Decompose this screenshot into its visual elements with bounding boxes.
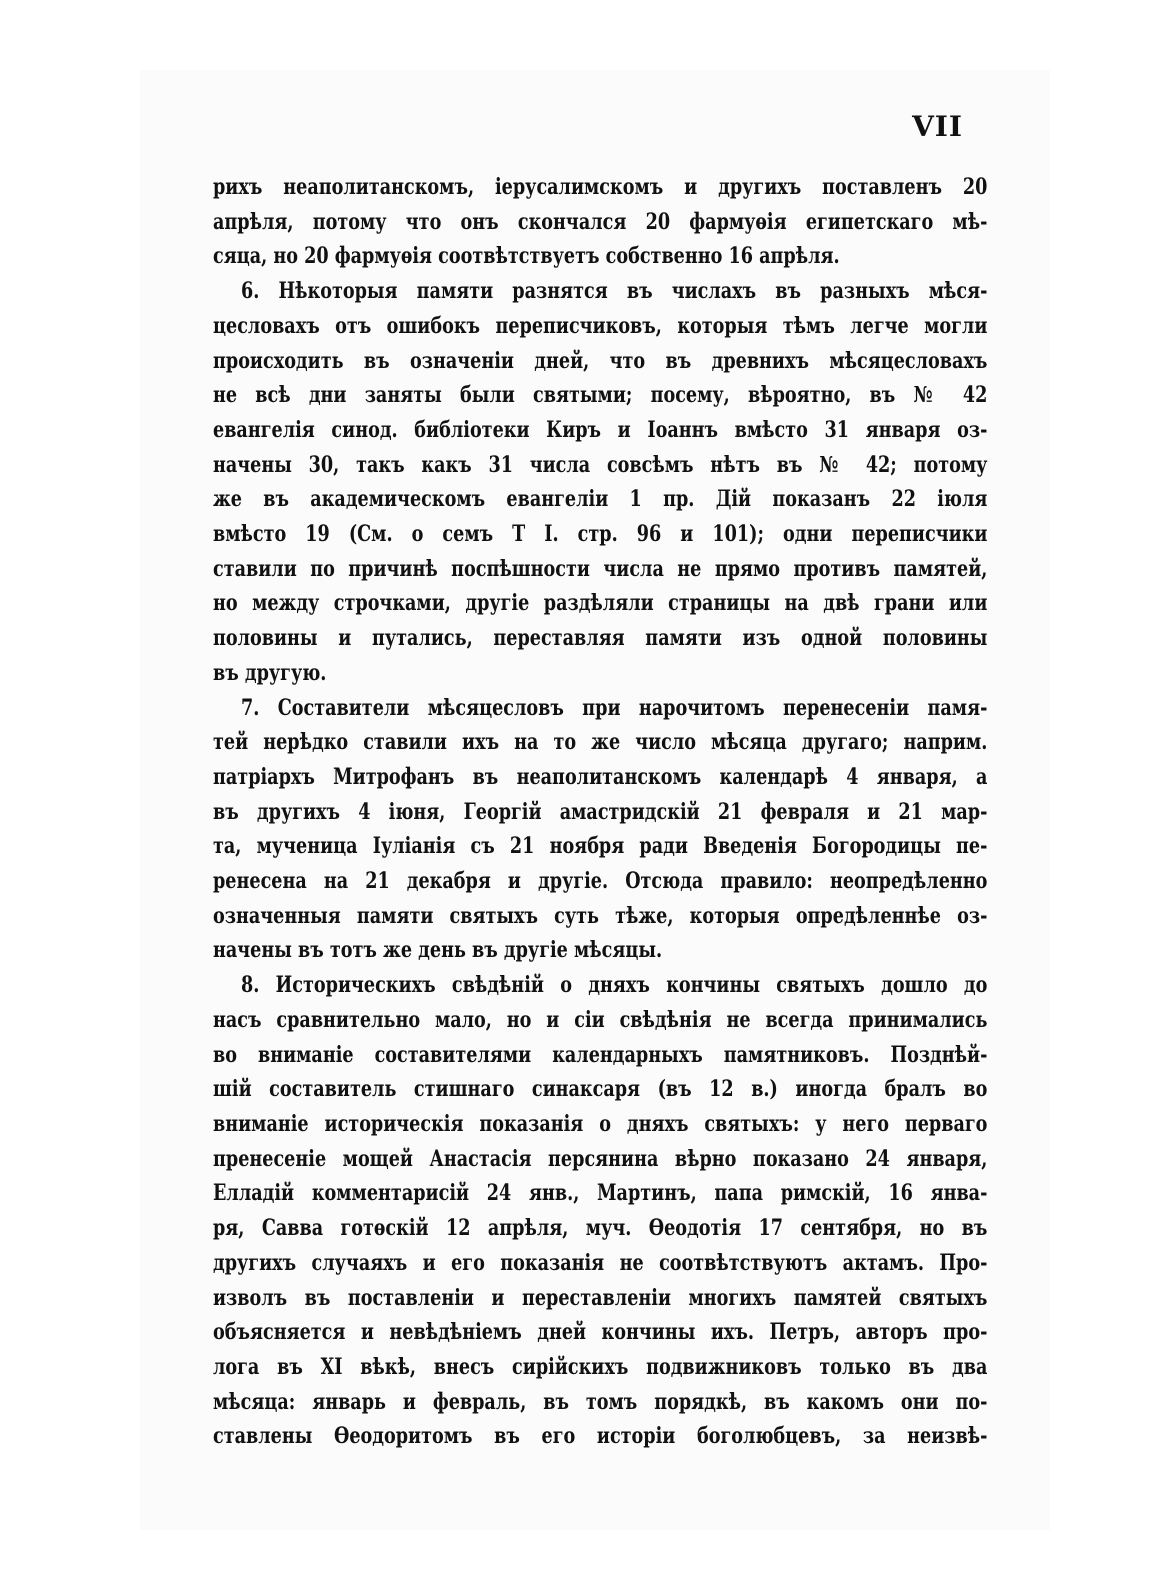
- text-line: цесловахъ отъ ошибокъ переписчиковъ, которыя тѣмъ легче могли: [213, 312, 988, 339]
- text-line: во вниманіе составителями календарныхъ памятниковъ. Позднѣй-: [213, 1041, 988, 1068]
- text-line: вмѣсто 19 (См. о семъ Т І. стр. 96 и 101); одни переписчики: [213, 521, 988, 548]
- text-line: изволъ въ поставленіи и переставленіи многихъ памятей святыхъ: [213, 1284, 988, 1311]
- text-line: патріархъ Митрофанъ въ неаполитанскомъ календарѣ 4 января, а: [213, 763, 988, 790]
- paragraph-first-line: 6. Нѣкоторыя памяти разнятся въ числахъ въ разныхъ мѣся-: [241, 278, 988, 305]
- text-line: лога въ XI вѣкѣ, внесъ сирійскихъ подвижниковъ только въ два: [213, 1353, 988, 1380]
- text-line: пренесеніе мощей Анастасія персянина вѣрно показано 24 января,: [213, 1145, 988, 1172]
- text-line: апрѣля, потому что онъ скончался 20 фармуѳія египетскаго мѣ-: [213, 208, 988, 235]
- text-line: но между строчками, другіе раздѣляли страницы на двѣ грани или: [213, 590, 988, 617]
- text-line: сяца, но 20 фармуѳія соотвѣтствуетъ собственно 16 апрѣля.: [213, 243, 840, 270]
- body-text: [213, 170, 988, 1454]
- paragraph-first-line: 8. Историческихъ свѣдѣній о дняхъ кончины святыхъ дошло до: [241, 972, 988, 999]
- text-line: ставлены Ѳеодоритомъ въ его исторіи боголюбцевъ, за неизвѣ-: [213, 1423, 988, 1450]
- text-line: означенныя памяти святыхъ суть тѣже, которыя опредѣленнѣе оз-: [213, 902, 988, 929]
- text-line: ря, Савва готѳскій 12 апрѣля, муч. Ѳеодотія 17 сентября, но въ: [213, 1215, 988, 1242]
- text-line: шій составитель стишнаго синаксаря (въ 12 в.) иногда бралъ во: [213, 1076, 988, 1103]
- text-line: другихъ случаяхъ и его показанія не соотвѣтствуютъ актамъ. Про-: [213, 1249, 988, 1276]
- text-line: ренесена на 21 декабря и другіе. Отсюда правило: неопредѣленно: [213, 868, 988, 895]
- text-line: вниманіе историческія показанія о дняхъ святыхъ: у него перваго: [213, 1110, 988, 1137]
- text-line: евангелія синод. библіотеки Киръ и Іоаннъ вмѣсто 31 января оз-: [213, 416, 988, 443]
- text-line: происходить въ означеніи дней, что въ древнихъ мѣсяцесловахъ: [213, 347, 988, 374]
- text-line: не всѣ дни заняты были святыми; посему, вѣроятно, въ № 42: [213, 382, 988, 409]
- text-line: насъ сравнительно мало, но и сіи свѣдѣнія не всегда принимались: [213, 1006, 988, 1033]
- text-line: въ другую.: [213, 659, 327, 686]
- text-line: тей нерѣдко ставили ихъ на то же число мѣсяца другаго; наприм.: [213, 729, 988, 756]
- text-line: въ другихъ 4 іюня, Георгій амастридскій 21 февраля и 21 мар-: [213, 798, 988, 825]
- text-line: же въ академическомъ евангеліи 1 пр. Дій показанъ 22 іюля: [213, 486, 988, 513]
- text-line: та, мученица Іуліанія съ 21 ноября ради Введенія Богородицы пе-: [213, 833, 988, 860]
- text-line: половины и путались, переставляя памяти изъ одной половины: [213, 625, 988, 652]
- text-line: рихъ неаполитанскомъ, іерусалимскомъ и другихъ поставленъ 20: [213, 174, 988, 200]
- text-line: мѣсяца: январь и февраль, въ томъ порядкѣ, въ какомъ они по-: [213, 1388, 988, 1415]
- page-number: VII: [912, 110, 963, 143]
- text-line: Елладій комментарисій 24 янв., Мартинъ, папа римскій, 16 янва-: [213, 1180, 988, 1207]
- text-line: начены 30, такъ какъ 31 числа совсѣмъ нѣтъ въ № 42; потому: [213, 451, 988, 478]
- text-line: ставили по причинѣ поспѣшности числа не прямо противъ памятей,: [213, 555, 988, 582]
- text-line: начены въ тотъ же день въ другіе мѣсяцы.: [213, 937, 663, 964]
- text-line: объясняется и невѣдѣніемъ дней кончины ихъ. Петръ, авторъ про-: [213, 1319, 988, 1346]
- paragraph-first-line: 7. Составители мѣсяцесловъ при нарочитомъ перенесеніи памя-: [241, 694, 988, 721]
